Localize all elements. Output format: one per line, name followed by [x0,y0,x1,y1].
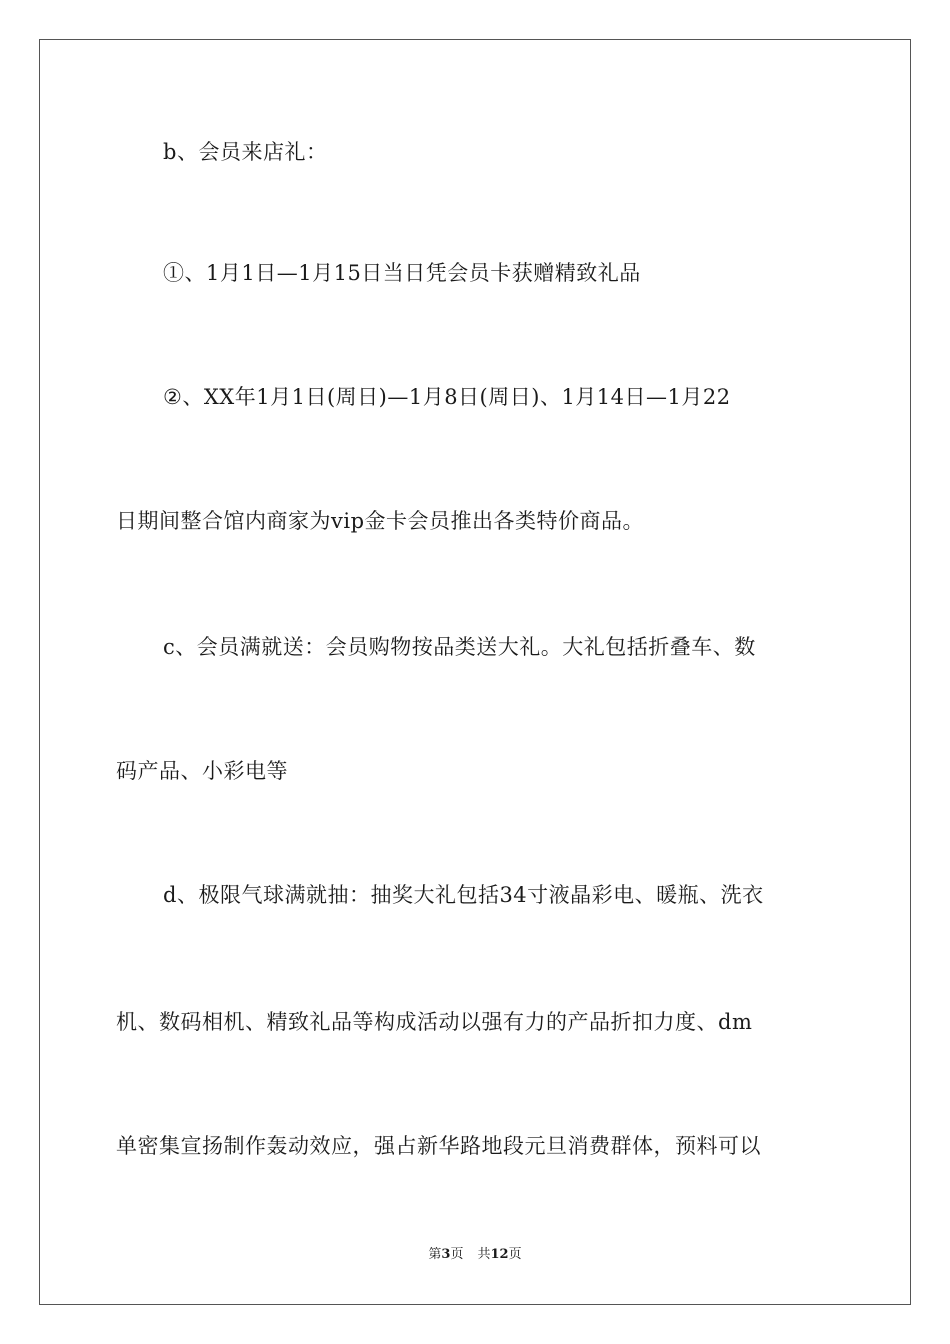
footer-page-prefix: 第 [428,1247,442,1262]
page-frame [39,39,911,1305]
paragraph-line: 码产品、小彩电等 [116,759,288,783]
footer-total-pages: 12 [490,1247,509,1262]
page-footer [0,1246,950,1264]
paragraph-line: 单密集宣扬制作轰动效应，强占新华路地段元旦消费群体，预料可以 [116,1134,761,1158]
paragraph-line: ②、XX年1月1日(周日)—1月8日(周日)、1月14日—1月22 [163,385,731,409]
footer-total-prefix: 共 [477,1247,491,1262]
paragraph-line: b、会员来店礼： [163,140,328,164]
footer-total-suffix: 页 [508,1247,522,1262]
paragraph-line: ①、1月1日—1月15日当日凭会员卡获赠精致礼品 [163,261,641,285]
footer-page-suffix: 页 [450,1247,464,1262]
paragraph-line: d、极限气球满就抽：抽奖大礼包括34寸液晶彩电、暖瓶、洗衣 [163,883,764,907]
footer-page-number: 3 [441,1247,451,1262]
paragraph-line: 日期间整合馆内商家为vip金卡会员推出各类特价商品。 [116,509,645,533]
paragraph-line: 机、数码相机、精致礼品等构成活动以强有力的产品折扣力度、dm [116,1010,753,1034]
paragraph-line: c、会员满就送：会员购物按品类送大礼。大礼包括折叠车、数 [163,635,756,659]
